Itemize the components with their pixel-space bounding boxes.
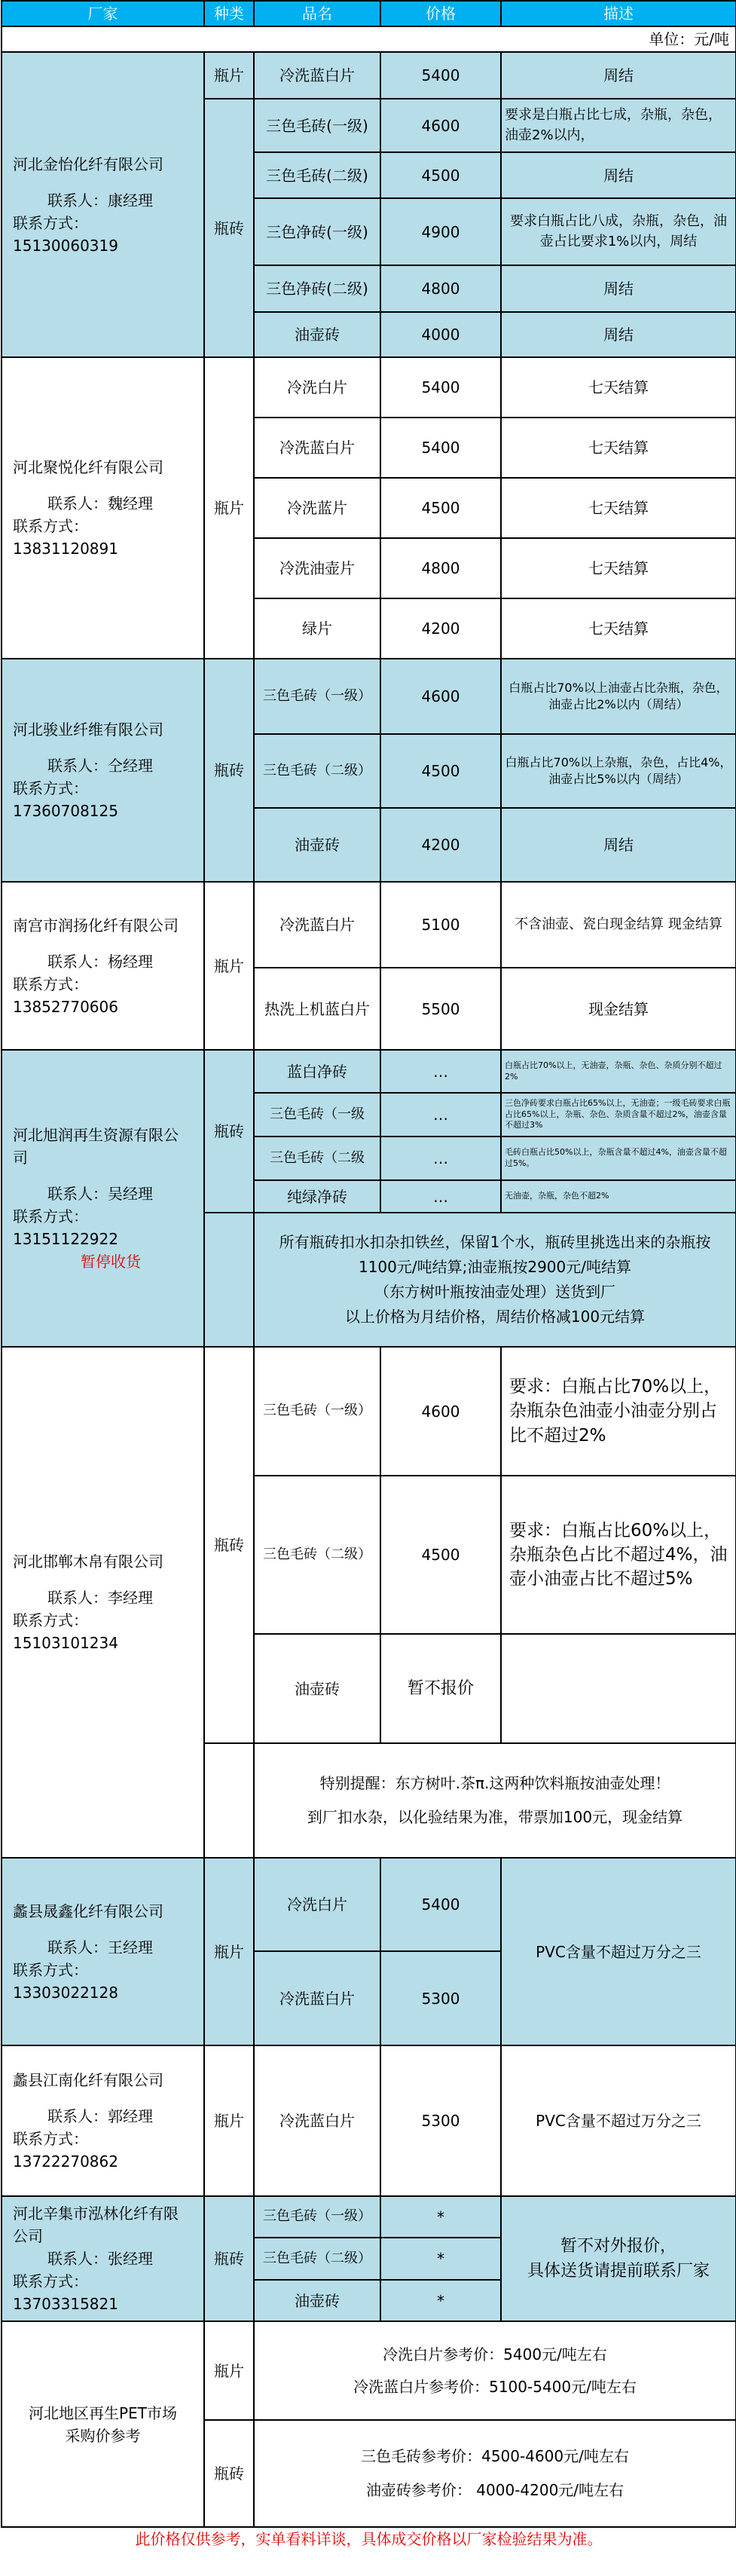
- product-price: …: [380, 1137, 501, 1180]
- status-badge: 暂停收货: [81, 1253, 141, 1271]
- product-name: 三色毛砖(二级): [254, 152, 380, 198]
- product-price: 5300: [380, 2045, 501, 2196]
- company-name: 河北骏业纤维有限公司: [13, 720, 163, 739]
- table-row: [2, 1050, 736, 1093]
- product-desc: 周结: [501, 265, 736, 312]
- note-line: 1100元/吨结算;油壶瓶按2900元/吨结算: [358, 1258, 631, 1276]
- company-contact: 联系人：郭经理: [47, 2107, 153, 2125]
- category-cell: 瓶砖: [204, 1050, 254, 1213]
- table-row: [2, 659, 736, 734]
- category-cell: 瓶砖: [204, 659, 254, 882]
- product-name: 热洗上机蓝白片: [254, 968, 380, 1050]
- product-desc: 七天结算: [501, 357, 736, 418]
- product-price: 4200: [380, 598, 501, 659]
- product-name: 冷洗油壶片: [254, 538, 380, 598]
- product-name: 冷洗蓝白片: [254, 1951, 380, 2045]
- product-price: …: [380, 1093, 501, 1137]
- category-cell: 瓶片: [204, 2045, 254, 2196]
- product-name: 三色毛砖（二级: [254, 1137, 380, 1180]
- product-price: …: [380, 1180, 501, 1213]
- company-name: 南宫市润扬化纤有限公司: [13, 916, 179, 935]
- header-type: 种类: [204, 1, 254, 26]
- product-desc: 周结: [501, 808, 736, 882]
- section-note: [254, 1743, 736, 1858]
- product-name: 油壶砖: [254, 312, 380, 357]
- product-name: 三色毛砖（二级）: [254, 2238, 380, 2280]
- company-name: 河北地区再生PET市场: [29, 2403, 177, 2422]
- product-name: 三色毛砖（一级）: [254, 1347, 380, 1476]
- company-name: 河北金怡化纤有限公司: [13, 154, 163, 173]
- price-table: [1, 0, 736, 2550]
- company-contact: 联系人：张经理: [47, 2250, 153, 2268]
- product-name: 油壶砖: [254, 808, 380, 882]
- company-phone: 联系方式：13722270862: [13, 2130, 118, 2171]
- company-cell: [2, 2321, 204, 2527]
- company-phone: 联系方式：15130060319: [13, 213, 118, 255]
- reference-line: 油壶砖参考价： 4000-4200元/吨左右: [365, 2481, 625, 2499]
- footer-note: 此价格仅供参考，实单看料详谈，具体成交价格以厂家检验结果为准。: [2, 2527, 736, 2550]
- table-row: [2, 882, 736, 968]
- company-contact: 联系人：王经理: [47, 1938, 153, 1956]
- company-name: 河北辛集市泓林化纤有限公司: [13, 2204, 179, 2245]
- company-name: 蠡县晟鑫化纤有限公司: [13, 1901, 163, 1920]
- desc-line: 暂不对外报价，: [560, 2237, 676, 2256]
- header-row: [2, 1, 736, 26]
- product-name: 蓝白净砖: [254, 1050, 380, 1093]
- product-price: 4500: [380, 1476, 501, 1634]
- product-desc: [501, 2196, 736, 2321]
- note-line: 特别提醒：东方树叶.茶π.这两种饮料瓶按油壶处理！: [319, 1774, 670, 1792]
- category-cell: 瓶片: [204, 882, 254, 1050]
- desc-line: 具体送货请提前联系厂家: [527, 2262, 710, 2281]
- table-row: [2, 2321, 736, 2420]
- product-name: 三色毛砖（一级: [254, 1093, 380, 1137]
- company-phone: 联系方式：17360708125: [13, 779, 118, 820]
- header-product: 品名: [254, 1, 380, 26]
- note-line: 所有瓶砖扣水扣杂扣铁丝，保留1个水，瓶砖里挑选出来的杂瓶按: [279, 1233, 711, 1251]
- product-price: *: [380, 2196, 501, 2238]
- product-desc: 七天结算: [501, 538, 736, 598]
- company-contact: 联系人：康经理: [47, 191, 153, 210]
- table-row: [2, 1858, 736, 1951]
- product-desc: 周结: [501, 152, 736, 198]
- table-row: [2, 52, 736, 99]
- product-desc: 白瓶占比70%以上杂瓶，杂色，占比4%，油壶占比5%以内（周结）: [501, 734, 736, 808]
- product-desc: 要求白瓶占比八成，杂瓶，杂色，油壶占比要求1%以内，周结: [501, 198, 736, 265]
- reference-cell: [254, 2321, 736, 2420]
- company-phone: 联系方式：13703315821: [13, 2272, 118, 2313]
- unit-row: [2, 26, 736, 52]
- company-phone: 联系方式：13151122922: [13, 1207, 118, 1248]
- product-name: 油壶砖: [254, 2280, 380, 2321]
- company-name: 蠡县江南化纤有限公司: [13, 2071, 163, 2089]
- product-desc: [501, 1634, 736, 1743]
- section-note: [254, 1213, 736, 1347]
- product-price: 5400: [380, 1858, 501, 1951]
- reference-line: 冷洗白片参考价：5400元/吨左右: [383, 2345, 607, 2363]
- product-desc: 周结: [501, 52, 736, 99]
- company-contact: 联系人：魏经理: [47, 494, 153, 512]
- company-name: 采购价参考: [65, 2426, 141, 2445]
- product-desc: 要求：白瓶占比70%以上，杂瓶杂色油壶小油壶分别占比不超过2%: [501, 1347, 736, 1476]
- company-name: 河北旭润再生资源有限公司: [13, 1126, 179, 1167]
- note-line: 到厂扣水杂，以化验结果为准，带票加100元，现金结算: [307, 1808, 683, 1826]
- product-name: 三色毛砖（二级）: [254, 734, 380, 808]
- table-row: [2, 2196, 736, 2238]
- company-name: 河北聚悦化纤有限公司: [13, 458, 163, 476]
- company-cell: [2, 52, 204, 357]
- product-price: 5500: [380, 968, 501, 1050]
- product-desc: 三色净砖要求白瓶占比65%以上，无油壶；一级毛砖要求白瓶占比65%以上，杂瓶、杂色、杂质含量不超过2%，油壶含量不超过3%: [501, 1093, 736, 1137]
- company-phone: 联系方式：13831120891: [13, 517, 118, 558]
- category-cell: 瓶砖: [204, 1347, 254, 1743]
- product-price: *: [380, 2238, 501, 2280]
- category-cell: 瓶片: [204, 357, 254, 659]
- category-cell: 瓶砖: [204, 2420, 254, 2527]
- product-name: 三色毛砖（一级）: [254, 659, 380, 734]
- product-name: 绿片: [254, 598, 380, 659]
- product-price: 4900: [380, 198, 501, 265]
- product-name: 冷洗蓝片: [254, 478, 380, 538]
- product-name: 冷洗白片: [254, 1858, 380, 1951]
- company-contact: 联系人：杨经理: [47, 952, 153, 971]
- header-desc: 描述: [501, 1, 736, 26]
- category-cell: 瓶片: [204, 1858, 254, 2045]
- company-phone: 联系方式：13852770606: [13, 974, 118, 1016]
- product-price: 4600: [380, 659, 501, 734]
- note-line: 以上价格为月结价格，周结价格减100元结算: [344, 1308, 646, 1326]
- company-cell: [2, 1347, 204, 1858]
- product-name: 三色净砖(一级): [254, 198, 380, 265]
- product-price: …: [380, 1050, 501, 1093]
- category-cell: 瓶砖: [204, 99, 254, 357]
- product-name: 冷洗蓝白片: [254, 418, 380, 478]
- product-desc: 周结: [501, 312, 736, 357]
- unit-label: 单位：元/吨: [2, 26, 736, 52]
- reference-line: 冷洗蓝白片参考价：5100-5400元/吨左右: [353, 2377, 637, 2396]
- company-name: 河北邯郸木帛有限公司: [13, 1553, 163, 1571]
- product-desc: PVC含量不超过万分之三: [501, 2045, 736, 2196]
- company-contact: 联系人：仝经理: [47, 757, 153, 775]
- table-row: [2, 1347, 736, 1476]
- product-price: 5400: [380, 357, 501, 418]
- product-name: 冷洗蓝白片: [254, 52, 380, 99]
- product-price: *: [380, 2280, 501, 2321]
- company-contact: 联系人：李经理: [47, 1589, 153, 1607]
- header-factory: 厂家: [2, 1, 204, 26]
- product-name: 冷洗白片: [254, 357, 380, 418]
- product-desc: 要求：白瓶占比60%以上，杂瓶杂色占比不超过4%，油壶小油壶占比不超过5%: [501, 1476, 736, 1634]
- company-phone: 联系方式：13303022128: [13, 1960, 118, 2002]
- product-price: 暂不报价: [380, 1634, 501, 1743]
- product-desc: 白瓶占比70%以上油壶占比杂瓶，杂色，油壶占比2%以内（周结）: [501, 659, 736, 734]
- product-desc: 七天结算: [501, 598, 736, 659]
- product-price: 5300: [380, 1951, 501, 2045]
- company-contact: 联系人：吴经理: [47, 1185, 153, 1203]
- product-name: 三色毛砖(一级): [254, 99, 380, 152]
- product-name: 纯绿净砖: [254, 1180, 380, 1213]
- product-desc: 不含油壶、瓷白现金结算 现金结算: [501, 882, 736, 968]
- company-cell: [2, 2196, 204, 2321]
- product-price: 5100: [380, 882, 501, 968]
- product-price: 4800: [380, 538, 501, 598]
- product-desc: 七天结算: [501, 478, 736, 538]
- note-line: （东方树叶瓶按油壶处理）送货到厂: [374, 1283, 615, 1301]
- product-price: 5400: [380, 418, 501, 478]
- product-desc: 七天结算: [501, 418, 736, 478]
- reference-line: 三色毛砖参考价：4500-4600元/吨左右: [361, 2447, 629, 2465]
- product-name: 油壶砖: [254, 1634, 380, 1743]
- product-price: 4500: [380, 478, 501, 538]
- product-desc: 无油壶，杂瓶，杂色不超2%: [501, 1180, 736, 1213]
- product-desc: 毛砖白瓶占比50%以上，杂瓶含量不超过4%，油壶含量不超过5%。: [501, 1137, 736, 1180]
- product-price: 4800: [380, 265, 501, 312]
- product-name: 冷洗蓝白片: [254, 882, 380, 968]
- table-row: [2, 2045, 736, 2196]
- category-cell: 瓶片: [204, 52, 254, 99]
- product-desc: 现金结算: [501, 968, 736, 1050]
- category-cell: 瓶砖: [204, 2196, 254, 2321]
- product-name: 三色毛砖（二级）: [254, 1476, 380, 1634]
- product-price: 4500: [380, 734, 501, 808]
- product-desc: 白瓶占比70%以上，无油壶，杂瓶、杂色、杂质分别不超过2%: [501, 1050, 736, 1093]
- product-price: 5400: [380, 52, 501, 99]
- company-cell: [2, 882, 204, 1050]
- category-cell: 瓶片: [204, 2321, 254, 2420]
- product-desc: PVC含量不超过万分之三: [501, 1858, 736, 2045]
- company-cell: [2, 2045, 204, 2196]
- product-price: 4600: [380, 99, 501, 152]
- reference-cell: [254, 2420, 736, 2527]
- company-cell: [2, 1050, 204, 1347]
- header-price: 价格: [380, 1, 501, 26]
- product-name: 三色净砖(二级): [254, 265, 380, 312]
- company-phone: 联系方式：15103101234: [13, 1611, 118, 1652]
- company-cell: [2, 1858, 204, 2045]
- product-price: 4000: [380, 312, 501, 357]
- company-cell: [2, 659, 204, 882]
- company-cell: [2, 357, 204, 659]
- product-price: 4600: [380, 1347, 501, 1476]
- product-desc: 要求是白瓶占比七成，杂瓶，杂色，油壶2%以内，: [501, 99, 736, 152]
- footer-row: [2, 2527, 736, 2550]
- product-price: 4200: [380, 808, 501, 882]
- product-name: 三色毛砖（一级）: [254, 2196, 380, 2238]
- table-row: [2, 357, 736, 418]
- product-price: 4500: [380, 152, 501, 198]
- product-name: 冷洗蓝白片: [254, 2045, 380, 2196]
